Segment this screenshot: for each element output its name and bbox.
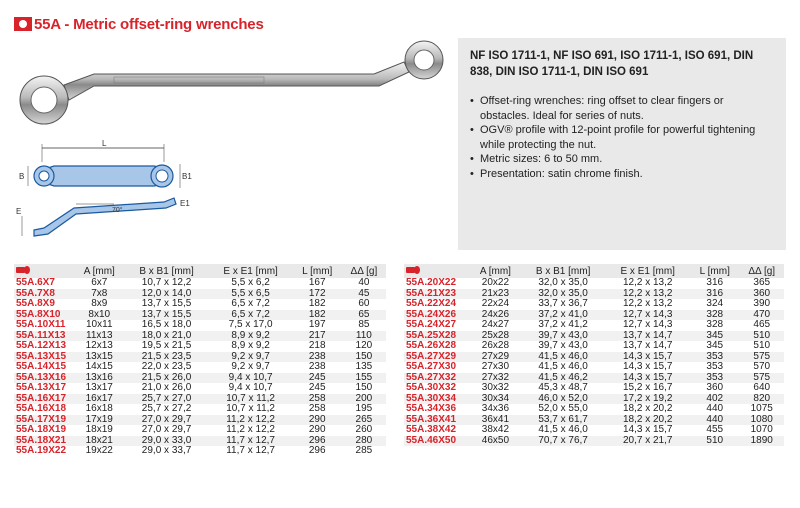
product-code[interactable]: 55A.27X32: [406, 371, 457, 383]
wrench-column-icon: [404, 264, 470, 278]
table-cell: 20x22: [481, 277, 510, 288]
table-row: [404, 383, 784, 394]
table-cell: 316: [706, 277, 724, 288]
table-cell: 200: [355, 392, 373, 404]
table-row: [14, 289, 386, 300]
table-cell: 12x13: [85, 340, 113, 351]
table-cell: 46,0 x 52,0: [538, 392, 588, 404]
table-row: [404, 299, 784, 310]
table-cell: 258: [308, 403, 326, 414]
table-cell: 40: [358, 277, 370, 288]
column-header-weight: ΔΔ [g]: [350, 265, 378, 277]
table-row: [404, 320, 784, 331]
table-cell: 5,5 x 6,2: [231, 277, 270, 288]
table-cell: 265: [355, 413, 373, 425]
table-cell: 46x50: [481, 434, 510, 446]
table-row: [404, 331, 784, 342]
facom-logo-icon: [14, 17, 32, 31]
table-cell: 9,2 x 9,7: [231, 350, 270, 362]
table-cell: 70,7 x 76,7: [538, 434, 588, 446]
table-cell: 10,7 x 11,2: [226, 403, 275, 414]
spec-table-right: [404, 264, 784, 446]
table-cell: 285: [355, 445, 373, 456]
offset-ring-wrench-icon: [14, 40, 444, 140]
table-cell: 150: [355, 350, 373, 362]
title-separator: -: [60, 15, 74, 33]
table-cell: 52,0 x 55,0: [538, 403, 588, 414]
table-cell: 12,2 x 13,2: [622, 287, 673, 299]
feature-item: • Offset-ring wrenches: ring offset to clear fingers or obstacles. Ideal for series of nuts.: [470, 94, 774, 123]
table-cell: 25x28: [481, 329, 510, 341]
table-row: [14, 320, 386, 331]
table-cell: 150: [355, 382, 373, 393]
table-row: [14, 362, 386, 373]
product-code[interactable]: 55A.26X28: [406, 340, 457, 351]
diagram-b1-label: B1: [182, 172, 192, 181]
table-cell: 182: [308, 298, 326, 309]
table-cell: 41,5 x 46,0: [538, 350, 588, 362]
column-header-l: L [mm]: [699, 265, 730, 277]
table-cell: 8x10: [88, 308, 111, 320]
table-cell: 12,7 x 14,3: [622, 308, 673, 320]
table-cell: 353: [706, 361, 724, 372]
diagram-b-label: B: [19, 172, 25, 181]
table-cell: 6,5 x 7,2: [231, 298, 270, 309]
table-row: [404, 289, 784, 300]
table-cell: 18,2 x 20,2: [622, 403, 673, 414]
table-cell: 21,5 x 26,0: [141, 371, 192, 383]
table-cell: 9,2 x 9,7: [231, 361, 270, 372]
table-cell: 470: [753, 308, 771, 320]
table-cell: 155: [355, 371, 373, 383]
diagram-e-label: E: [16, 207, 22, 216]
diagram-l-label: L: [102, 140, 107, 148]
table-cell: 11,7 x 12,7: [226, 445, 275, 456]
table-cell: 440: [706, 413, 724, 425]
table-row: [404, 278, 784, 289]
table-cell: 30x32: [481, 382, 510, 393]
product-code[interactable]: 55A.27X29: [406, 350, 457, 362]
spec-table-left: [14, 264, 386, 457]
table-row: [14, 373, 386, 384]
product-code[interactable]: 55A.12X13: [16, 340, 67, 351]
table-cell: 390: [753, 298, 771, 309]
table-row: [404, 310, 784, 321]
table-row: [14, 394, 386, 405]
feature-item: • OGV® profile with 12-point profile for powerful tightening while protecting the nut.: [470, 123, 774, 152]
table-header-row: [404, 264, 784, 278]
table-row: [14, 404, 386, 415]
table-cell: 21,0 x 26,0: [141, 382, 192, 393]
table-cell: 110: [355, 329, 372, 341]
column-header-a: A [mm]: [479, 265, 511, 277]
table-cell: 60: [358, 298, 370, 309]
product-code[interactable]: 55A.14X15: [16, 361, 67, 372]
title-code: 55A: [34, 15, 61, 33]
product-code[interactable]: 55A.8X9: [16, 298, 55, 309]
table-cell: 245: [308, 371, 326, 383]
table-cell: 45: [358, 287, 370, 299]
product-code[interactable]: 55A.17X19: [16, 413, 67, 425]
feature-item: • Metric sizes: 6 to 50 mm.: [470, 152, 774, 167]
table-cell: 8,9 x 9,2: [231, 340, 270, 351]
table-cell: 328: [706, 308, 724, 320]
table-cell: 30x34: [481, 392, 510, 404]
dimension-diagram: [14, 140, 214, 240]
table-cell: 37,2 x 41,0: [538, 308, 588, 320]
table-cell: 324: [706, 298, 724, 309]
product-code[interactable]: 55A.21X23: [406, 287, 457, 299]
table-cell: 218: [308, 340, 326, 351]
diagram-e1-label: E1: [180, 199, 190, 208]
table-cell: 22,0 x 23,5: [141, 361, 192, 372]
table-row: [404, 341, 784, 352]
table-cell: 280: [355, 434, 373, 446]
table-cell: 245: [308, 382, 326, 393]
table-cell: 41,5 x 46,2: [538, 371, 588, 383]
table-cell: 13,7 x 15,5: [141, 298, 192, 309]
table-row: [14, 446, 386, 457]
table-row: [14, 310, 386, 321]
table-cell: 18x21: [85, 434, 113, 446]
table-cell: 575: [753, 371, 771, 383]
table-cell: 38x42: [481, 424, 510, 435]
table-cell: 10,7 x 12,2: [141, 277, 192, 288]
table-row: [14, 352, 386, 363]
table-cell: 18x19: [85, 424, 113, 435]
column-header-e: E x E1 [mm]: [223, 265, 278, 277]
product-code[interactable]: 55A.13X17: [16, 382, 67, 393]
table-cell: 258: [308, 392, 326, 404]
table-row: [404, 394, 784, 405]
column-header-a: A [mm]: [83, 265, 115, 277]
table-cell: 290: [308, 424, 326, 435]
table-row: [404, 415, 784, 426]
wrench-column-icon: [14, 264, 74, 278]
feature-item: • Presentation: satin chrome finish.: [470, 167, 774, 182]
table-cell: 11,2 x 12,2: [226, 424, 275, 435]
table-row: [404, 404, 784, 415]
table-cell: 41,5 x 46,0: [538, 424, 588, 435]
product-code[interactable]: 55A.27X30: [406, 361, 457, 372]
table-cell: 18,0 x 21,0: [141, 329, 192, 341]
table-cell: 65: [358, 308, 370, 320]
table-cell: 14,3 x 15,7: [622, 371, 673, 383]
table-row: [14, 331, 386, 342]
product-code[interactable]: 55A.16X18: [16, 403, 67, 414]
table-cell: 27,0 x 29,7: [141, 424, 192, 435]
table-cell: 640: [753, 382, 771, 393]
table-row: [14, 278, 386, 289]
table-cell: 360: [706, 382, 724, 393]
table-cell: 32,0 x 35,0: [538, 277, 588, 288]
product-code[interactable]: 55A.24X26: [406, 308, 457, 320]
table-row: [404, 425, 784, 436]
table-cell: 85: [358, 319, 370, 330]
column-header-b: B x B1 [mm]: [139, 265, 194, 277]
table-cell: 1890: [750, 434, 773, 446]
product-code[interactable]: 55A.13X16: [16, 371, 67, 383]
table-cell: 11,2 x 12,2: [226, 413, 275, 425]
table-cell: 6,5 x 7,2: [231, 308, 270, 320]
table-cell: 217: [308, 329, 326, 341]
table-cell: 25,7 x 27,0: [141, 392, 192, 404]
table-cell: 18,2 x 20,2: [622, 413, 673, 425]
table-cell: 360: [753, 287, 771, 299]
table-cell: 25,7 x 27,2: [141, 403, 192, 414]
table-cell: 45,3 x 48,7: [538, 382, 588, 393]
page-title: [14, 14, 264, 34]
table-cell: 13,7 x 14,7: [622, 340, 673, 351]
table-row: [14, 383, 386, 394]
product-code[interactable]: 55A.11X13: [16, 329, 66, 341]
table-cell: 12,7 x 14,3: [622, 319, 673, 330]
table-cell: 27x30: [481, 361, 510, 372]
table-cell: 8x9: [91, 298, 108, 309]
product-code[interactable]: 55A.10X11: [16, 319, 66, 330]
table-cell: 570: [753, 361, 771, 372]
table-cell: 12,0 x 14,0: [141, 287, 192, 299]
table-cell: 353: [706, 350, 724, 362]
table-cell: 1080: [750, 413, 773, 425]
table-cell: 197: [308, 319, 326, 330]
table-cell: 290: [308, 413, 326, 425]
table-cell: 13x17: [85, 382, 113, 393]
product-code[interactable]: 55A.18X21: [16, 434, 67, 446]
table-cell: 19x22: [85, 445, 113, 456]
table-cell: 238: [308, 361, 326, 372]
table-cell: 182: [308, 308, 326, 320]
product-code[interactable]: 55A.7X8: [16, 287, 55, 299]
table-cell: 53,7 x 61,7: [538, 413, 588, 425]
table-row: [404, 436, 784, 447]
product-code[interactable]: 55A.46X50: [406, 434, 457, 446]
table-cell: 14,3 x 15,7: [622, 361, 673, 372]
product-code[interactable]: 55A.36X41: [406, 413, 457, 425]
product-code[interactable]: 55A.30X32: [406, 382, 457, 393]
product-code[interactable]: 55A.6X7: [16, 277, 55, 288]
table-cell: 13,7 x 15,5: [141, 308, 192, 320]
table-cell: 24x27: [481, 319, 510, 330]
table-cell: 15,2 x 16,7: [622, 382, 673, 393]
table-cell: 29,0 x 33,7: [141, 445, 192, 456]
wrench-photo: [14, 40, 444, 140]
table-cell: 510: [706, 434, 724, 446]
product-code[interactable]: 55A.25X28: [406, 329, 457, 341]
table-cell: 195: [355, 403, 373, 414]
table-cell: 39,7 x 43,0: [538, 340, 588, 351]
table-cell: 16x18: [85, 403, 113, 414]
table-cell: 238: [308, 350, 326, 362]
table-cell: 510: [753, 329, 771, 341]
table-cell: 328: [706, 319, 724, 330]
table-cell: 20,7 x 21,7: [622, 434, 673, 446]
table-row: [14, 425, 386, 436]
column-header-e: E x E1 [mm]: [620, 265, 675, 277]
table-cell: 455: [706, 424, 724, 435]
table-cell: 16,5 x 18,0: [141, 319, 192, 330]
table-cell: 1070: [750, 424, 773, 435]
diagram-angle-label: 70°: [112, 207, 123, 214]
table-cell: 440: [706, 403, 724, 414]
product-code[interactable]: 55A.16X17: [16, 392, 67, 404]
table-cell: 17x19: [85, 413, 113, 425]
title-text: Metric offset-ring wrenches: [73, 15, 264, 33]
table-cell: 14,3 x 15,7: [622, 424, 673, 435]
column-header-l: L [mm]: [302, 265, 333, 277]
table-cell: 1075: [750, 403, 773, 414]
table-row: [14, 436, 386, 447]
table-cell: 172: [308, 287, 326, 299]
table-cell: 19,5 x 21,5: [141, 340, 192, 351]
table-cell: 14x15: [85, 361, 113, 372]
table-cell: 26x28: [481, 340, 510, 351]
product-code[interactable]: 55A.24X27: [406, 319, 457, 330]
table-cell: 260: [355, 424, 373, 435]
table-cell: 345: [706, 340, 724, 351]
table-cell: 12,2 x 13,2: [622, 277, 673, 288]
table-cell: 13,7 x 14,7: [622, 329, 673, 341]
table-cell: 27x29: [481, 350, 510, 362]
table-cell: 9,4 x 10,7: [228, 371, 273, 383]
table-row: [14, 299, 386, 310]
info-panel: [458, 38, 786, 250]
table-cell: 10x11: [86, 319, 113, 330]
table-cell: 21,5 x 23,5: [141, 350, 192, 362]
table-cell: 39,7 x 43,0: [538, 329, 588, 341]
norms-text: NF ISO 1711-1, NF ISO 691, ISO 1711-1, ISO 691, DIN 838, DIN ISO 1711-1, DIN ISO 691: [470, 50, 754, 78]
table-cell: 353: [706, 371, 724, 383]
table-cell: 135: [355, 361, 373, 372]
features-list: [470, 94, 774, 181]
table-cell: 510: [753, 340, 771, 351]
table-cell: 9,4 x 10,7: [228, 382, 273, 393]
table-header-row: [14, 264, 386, 278]
table-cell: 16x17: [85, 392, 113, 404]
table-cell: 365: [753, 277, 771, 288]
table-cell: 24x26: [481, 308, 510, 320]
product-code[interactable]: 55A.20X22: [406, 277, 457, 288]
column-header-weight: ΔΔ [g]: [748, 265, 776, 277]
table-cell: 27x32: [481, 371, 510, 383]
table-cell: 27,0 x 29,7: [141, 413, 192, 425]
table-cell: 34x36: [481, 403, 510, 414]
table-row: [14, 341, 386, 352]
table-cell: 11x13: [86, 329, 113, 341]
table-cell: 12,2 x 13,2: [622, 298, 673, 309]
table-cell: 316: [706, 287, 724, 299]
table-cell: 402: [706, 392, 724, 404]
table-cell: 296: [308, 445, 326, 456]
table-cell: 29,0 x 33,0: [141, 434, 192, 446]
table-row: [404, 352, 784, 363]
table-row: [14, 415, 386, 426]
table-cell: 820: [753, 392, 771, 404]
product-code[interactable]: 55A.18X19: [16, 424, 67, 435]
table-cell: 33,7 x 36,7: [538, 298, 588, 309]
product-code[interactable]: 55A.34X36: [406, 403, 457, 414]
table-cell: 17,2 x 19,2: [622, 392, 673, 404]
table-cell: 7x8: [91, 287, 108, 299]
table-cell: 575: [753, 350, 771, 362]
table-cell: 36x41: [481, 413, 510, 425]
table-cell: 167: [308, 277, 326, 288]
table-cell: 6x7: [91, 277, 108, 288]
product-code[interactable]: 55A.30X34: [406, 392, 457, 404]
table-cell: 14,3 x 15,7: [622, 350, 673, 362]
table-cell: 13x15: [85, 350, 113, 362]
table-cell: 11,7 x 12,7: [226, 434, 275, 446]
table-cell: 21x23: [481, 287, 510, 299]
table-cell: 296: [308, 434, 326, 446]
table-cell: 32,0 x 35,0: [538, 287, 588, 299]
table-cell: 13x16: [85, 371, 113, 383]
product-code[interactable]: 55A.8X10: [16, 308, 61, 320]
table-cell: 7,5 x 17,0: [228, 319, 273, 330]
table-cell: 120: [355, 340, 373, 351]
column-header-b: B x B1 [mm]: [535, 265, 591, 277]
table-row: [404, 362, 784, 373]
table-cell: 465: [753, 319, 771, 330]
table-cell: 10,7 x 11,2: [226, 392, 275, 404]
table-cell: 37,2 x 41,2: [538, 319, 588, 330]
product-code[interactable]: 55A.22X24: [406, 298, 457, 309]
product-code[interactable]: 55A.13X15: [16, 350, 67, 362]
table-row: [404, 373, 784, 384]
table-cell: 41,5 x 46,0: [538, 361, 588, 372]
table-cell: 22x24: [481, 298, 510, 309]
table-cell: 5,5 x 6,5: [231, 287, 270, 299]
product-code[interactable]: 55A.38X42: [406, 424, 457, 435]
table-cell: 8,9 x 9,2: [231, 329, 270, 341]
table-cell: 345: [706, 329, 724, 341]
product-code[interactable]: 55A.19X22: [16, 445, 67, 456]
